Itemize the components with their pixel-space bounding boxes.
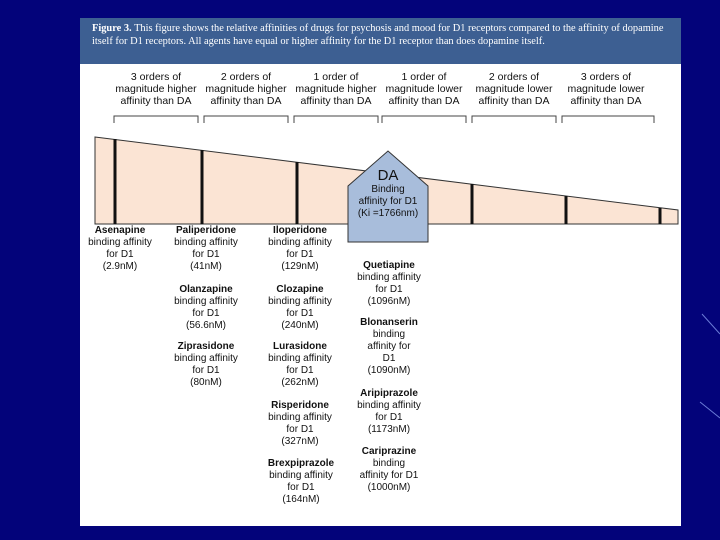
bracket-4 <box>382 116 466 123</box>
drug-clozapine: Clozapine binding affinity for D1 (240nM) <box>268 284 332 331</box>
drug-paliperidone: Paliperidone binding affinity for D1 (41nM) <box>174 225 238 272</box>
bracket-6 <box>562 116 654 123</box>
drug-olanzapine: Olanzapine binding affinity for D1 (56.6nM) <box>174 284 238 331</box>
order-header-2: 2 orders of magnitude higher affinity than DA <box>205 71 287 107</box>
order-header-5: 2 orders of magnitude lower affinity than DA <box>475 71 553 107</box>
order-header-4: 1 order of magnitude lower affinity than DA <box>385 71 463 107</box>
drug-iloperidone: Iloperidone binding affinity for D1 (129nM) <box>268 225 332 272</box>
drug-ziprasidone: Ziprasidone binding affinity for D1 (80nM) <box>174 341 238 388</box>
drug-risperidone: Risperidone binding affinity for D1 (327nM) <box>268 400 332 447</box>
bracket-5 <box>472 116 556 123</box>
drug-blonanserin: Blonanserin binding affinity for D1 (1090nM) <box>360 317 418 376</box>
drug-lurasidone: Lurasidone binding affinity for D1 (262nM) <box>268 341 332 388</box>
drug-brexpiprazole: Brexpiprazole binding affinity for D1 (164nM) <box>267 458 335 505</box>
drug-quetiapine: Quetiapine binding affinity for D1 (1096nM) <box>357 260 421 307</box>
order-brackets <box>114 116 654 123</box>
bracket-1 <box>114 116 198 123</box>
order-header-1: 3 orders of magnitude higher affinity than DA <box>115 71 197 107</box>
bracket-2 <box>204 116 288 123</box>
figure-panel <box>80 18 681 526</box>
drug-cariprazine: Cariprazine binding affinity for D1 (1000nM) <box>359 446 419 493</box>
drug-aripiprazole: Aripiprazole binding affinity for D1 (1173nM) <box>357 388 421 435</box>
caption-label: Figure 3. <box>92 23 132 34</box>
da-label: DA Binding affinity for D1 (Ki =1766nm) <box>348 168 428 220</box>
order-header-6: 3 orders of magnitude lower affinity than DA <box>567 71 645 107</box>
caption-text: This figure shows the relative affinities of drugs for psychosis and mood for D1 receptors compared to the affinity of dopamine itself for D1 receptors. All agents have equal or higher affinity for the D1 receptor than does dopamine itself. <box>92 23 664 47</box>
da-title: DA <box>377 167 399 184</box>
bracket-3 <box>294 116 378 123</box>
order-header-3: 1 order of magnitude higher affinity than DA <box>295 71 377 107</box>
drug-asenapine: Asenapine binding affinity for D1 (2.9nM) <box>88 225 152 272</box>
